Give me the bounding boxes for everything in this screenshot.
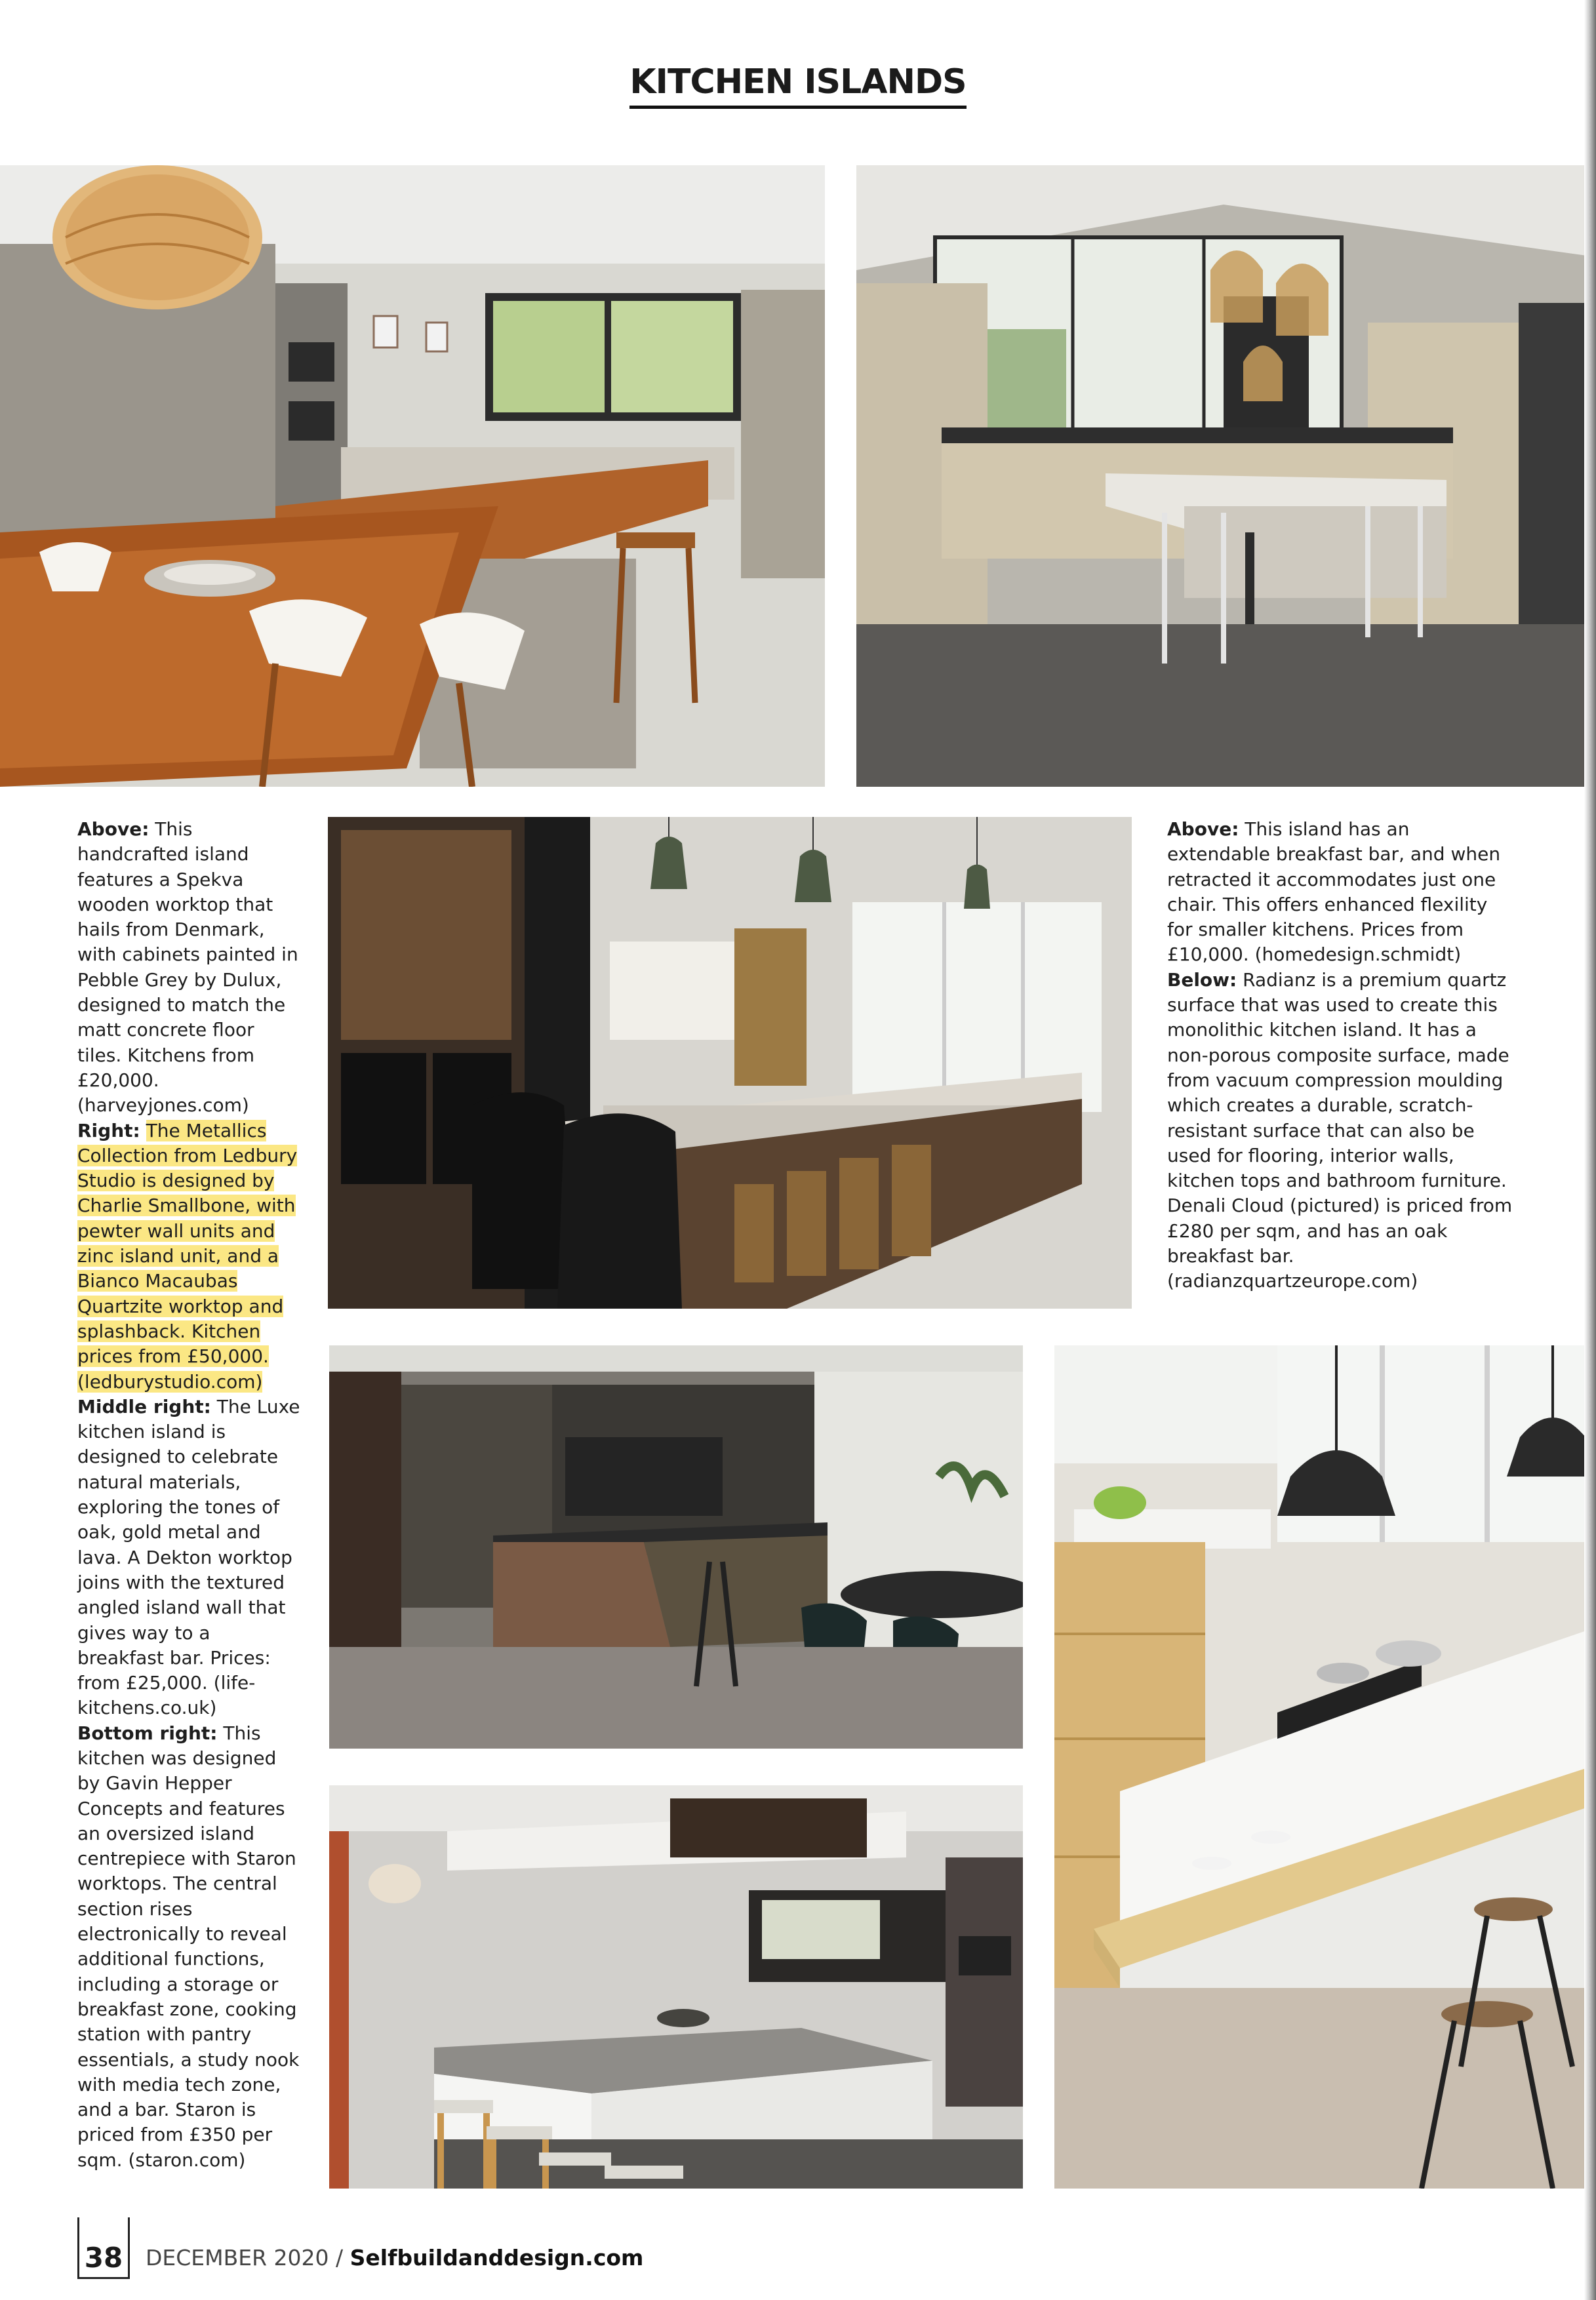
caption-text: Radianz is a premium quartz surface that was used to create this monolithic kitchen island. It has a non-porous composite surface, made from vacuum compression moulding which creates a durable, scratch-resistant surface that can also be used for flooring, interior walls, kitchen tops and bathroom furniture. Denali Cloud (pictured) is priced from £280 per sqm, and has an oak breakfast bar. (radianzquartzeurope.com) (1167, 968, 1513, 1292)
photo-wooden-island-kitchen (0, 165, 825, 787)
caption-text: This kitchen was designed by Gavin Hepper Concepts and features an oversized island centrepiece with Staron worktops. The central section rises electronically to reveal additional functions, including a storage or breakfast zone, cooking station with pantry essentials, a study nook with media tech zone, and a bar. Staron is priced from £350 per sqm. (staron.com) (77, 1722, 300, 2171)
caption-label: Above: (1167, 818, 1239, 840)
page-header (0, 62, 1596, 109)
photo-staron-kitchen (329, 1785, 1023, 2189)
captions-right-column (1167, 817, 1515, 1294)
page-title: KITCHEN ISLANDS (629, 62, 966, 109)
footer-separator: / (336, 2245, 344, 2270)
caption-text: This handcrafted island features a Spekva wooden worktop that hails from Denmark, with cabinets painted in Pebble Grey by Dulux, designed to match the matt concrete floor tiles. Kitchens from £20,000. (harveyjones.com) (77, 818, 298, 1117)
caption-label: Middle right: (77, 1395, 211, 1418)
captions-left-column (77, 817, 300, 2173)
photo-breakfast-bar-kitchen (856, 165, 1596, 787)
footer-text (146, 2245, 643, 2270)
caption-label: Below: (1167, 968, 1237, 991)
footer-site: Selfbuildanddesign.com (349, 2245, 644, 2270)
footer-date: DECEMBER 2020 (146, 2245, 329, 2270)
page-number: 38 (77, 2229, 130, 2279)
caption-middle-right (77, 1395, 300, 1721)
page-edge-shadow (1584, 0, 1596, 2300)
caption-above-right (1167, 817, 1515, 968)
caption-label: Right: (77, 1119, 140, 1141)
photo-radianz-island (1054, 1345, 1596, 2189)
caption-label: Above: (77, 818, 150, 840)
caption-right (77, 1119, 300, 1395)
caption-text: The Luxe kitchen island is designed to celebrate natural materials, exploring the tones of oak, gold metal and lava. A Dekton worktop joins with the textured angled island wall that gives way to a breakfast bar. Prices: from £25,000. (life-kitchens.co.uk) (77, 1395, 300, 1719)
caption-label: Bottom right: (77, 1722, 218, 1744)
caption-text: This island has an extendable breakfast bar, and when retracted it accommodates just one chair. This offers enhanced flexility for smaller kitchens. Prices from £10,000. (homedesign.schmidt) (1167, 818, 1501, 966)
caption-below (1167, 968, 1515, 1294)
caption-bottom-right (77, 1721, 300, 2173)
photo-metallics-kitchen (328, 817, 1132, 1309)
caption-text-highlighted: The Metallics Collection from Ledbury Studio is designed by Charlie Smallbone, with pewter wall units and zinc island unit, and a Bianco Macaubas Quartzite worktop and splashback. Kitchen prices from £50,000. (ledburystudio.com) (77, 1119, 298, 1393)
caption-above-left (77, 817, 300, 1119)
photo-luxe-kitchen-island (329, 1345, 1023, 1749)
